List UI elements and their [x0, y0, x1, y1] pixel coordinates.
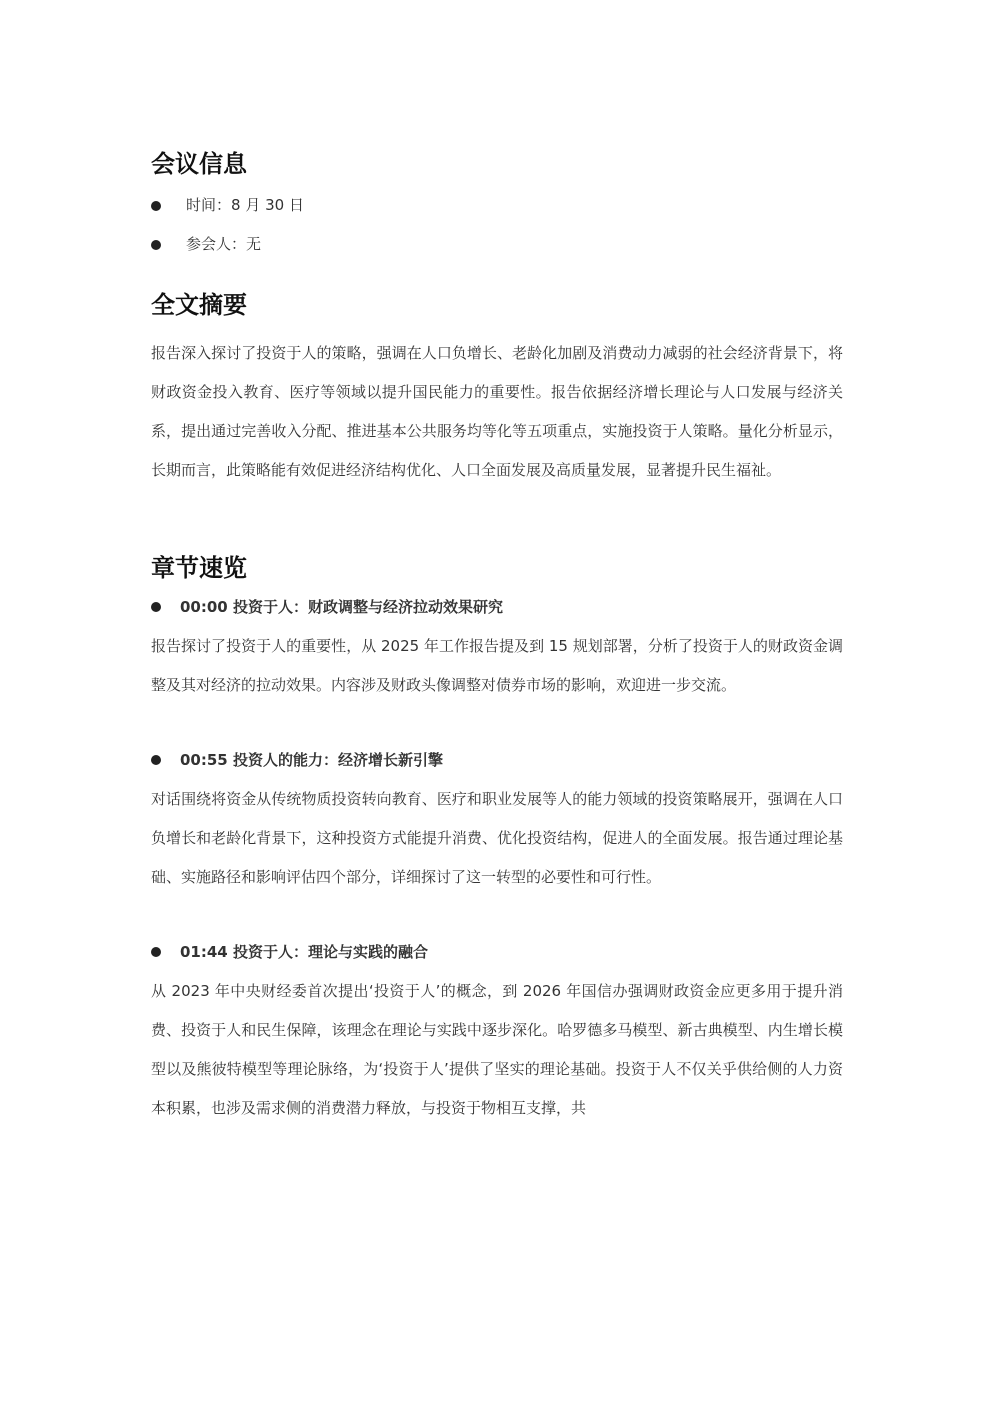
- chapters-heading: 章节速览: [151, 554, 247, 582]
- meeting-attendees-value: 无: [246, 235, 262, 253]
- chapter-title: 00:00 投资于人：财政调整与经济拉动效果研究: [180, 598, 503, 616]
- summary-heading: 全文摘要: [151, 291, 247, 319]
- meeting-time-label: 时间：: [186, 196, 232, 214]
- chapter-title: 00:55 投资人的能力：经济增长新引擎: [180, 751, 443, 769]
- bullet-dot-icon: [151, 240, 161, 250]
- chapter-header: [151, 935, 843, 972]
- bullet-dot-icon: [151, 201, 161, 211]
- meeting-info-list: [151, 186, 843, 264]
- chapter-item: [151, 590, 843, 705]
- meeting-info-heading: 会议信息: [151, 150, 247, 178]
- chapter-title: 01:44 投资于人：理论与实践的融合: [180, 943, 428, 961]
- document-content: [151, 142, 843, 1128]
- meeting-attendees-label: 参会人：: [186, 235, 247, 253]
- chapter-item: [151, 743, 843, 897]
- meeting-time-item: [151, 186, 843, 225]
- chapter-item: [151, 935, 843, 1128]
- bullet-dot-icon: [151, 755, 161, 765]
- meeting-time-value: 8 月 30 日: [231, 196, 304, 214]
- meeting-attendees-text: [186, 234, 261, 254]
- summary-paragraph: 报告深入探讨了投资于人的策略，强调在人口负增长、老龄化加剧及消费动力减弱的社会经济背景下，将财政资金投入教育、医疗等领域以提升国民能力的重要性。报告依据经济增长理论与人口发展与经济关系，提出通过完善收入分配、推进基本公共服务均等化等五项重点，实施投资于人策略。量化分析显示，长期而言，此策略能有效促进经济结构优化、人口全面发展及高质量发展，显著提升民生福祉。: [151, 344, 843, 479]
- meeting-attendees-item: [151, 225, 843, 264]
- bullet-dot-icon: [151, 602, 161, 612]
- meeting-time-text: [186, 195, 304, 215]
- bullet-dot-icon: [151, 947, 161, 957]
- chapter-paragraph: 报告探讨了投资于人的重要性，从 2025 年工作报告提及到 15 规划部署，分析了投资于人的财政资金调整及其对经济的拉动效果。内容涉及财政头像调整对债券市场的影响，欢迎进一步交流。: [151, 637, 843, 694]
- chapter-header: [151, 743, 843, 780]
- chapter-paragraph: 从 2023 年中央财经委首次提出‘投资于人’的概念，到 2026 年国信办强调财政资金应更多用于提升消费、投资于人和民生保障，该理念在理论与实践中逐步深化。哈罗德多马模型、新古典模型、内生增长模型以及熊彼特模型等理论脉络，为‘投资于人’提供了坚实的理论基础。投资于人不仅关乎供给侧的人力资本积累，也涉及需求侧的消费潜力释放，与投资于物相互支撑，共: [151, 982, 843, 1117]
- chapter-paragraph: 对话围绕将资金从传统物质投资转向教育、医疗和职业发展等人的能力领域的投资策略展开，强调在人口负增长和老龄化背景下，这种投资方式能提升消费、优化投资结构，促进人的全面发展。报告通过理论基础、实施路径和影响评估四个部分，详细探讨了这一转型的必要性和可行性。: [151, 790, 843, 886]
- chapter-header: [151, 590, 843, 627]
